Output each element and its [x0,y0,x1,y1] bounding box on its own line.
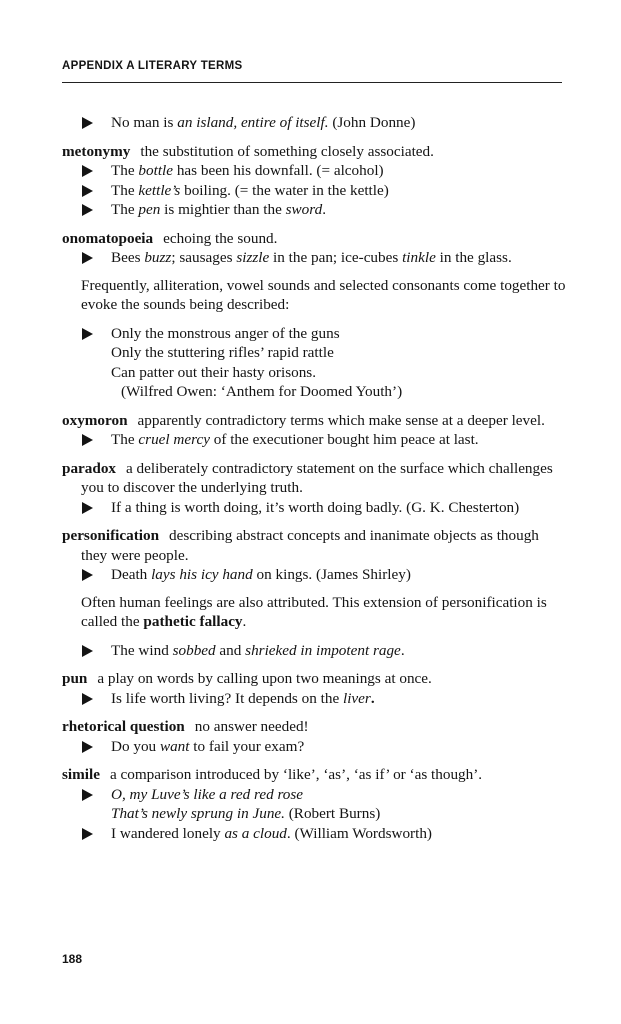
example-line [62,785,567,805]
example-line [62,248,567,268]
entry-personification [62,526,567,660]
note-text: . [242,613,247,630]
term-heading: oxymoron [62,411,128,429]
example-text: and [215,641,246,659]
example-emphasis: sword [285,201,323,218]
example-text: The [111,181,139,199]
term-heading: onomatopoeia [62,229,154,247]
term-heading: rhetorical question [62,718,185,735]
term-heading: metonymy [62,142,131,160]
entry-rhetorical-question [62,717,567,756]
bullet-triangle-icon [82,789,93,801]
poem-attribution: (Wilfred Owen: ‘Anthem for Doomed Youth’) [121,383,403,400]
example-text: . [400,641,405,659]
poem-line: Can patter out their hasty orisons. [111,363,316,381]
example-text: (Robert Burns) [284,805,381,822]
bullet-triangle-icon [82,165,93,177]
definition [62,717,567,737]
example-text: in the glass. [435,249,512,266]
example-line [62,824,567,844]
note-term: pathetic fallacy [143,613,243,630]
example-emphasis: as a cloud [224,824,287,842]
example-text: Do you [111,737,160,755]
definition-text: describing abstract concepts and inanimate objects as though they were people. [81,527,539,564]
example-text: Death [111,566,152,583]
definition-text: a comparison introduced by ‘like’, ‘as’, ‘as if’ or ‘as though’. [109,766,483,783]
term-heading: personification [62,527,160,544]
bullet-triangle-icon [82,185,93,197]
example-line [62,804,567,824]
entry-onomatopoeia [62,229,567,402]
term-heading: simile [62,766,100,783]
bullet-triangle-icon [82,741,93,753]
example-line [62,181,567,201]
example-emphasis: sizzle [236,249,270,266]
definition [62,459,567,498]
definition-text: echoing the sound. [163,229,278,247]
example-text: on kings. (James Shirley) [252,566,411,583]
running-header: APPENDIX A LITERARY TERMS [62,60,243,72]
poem-line [62,324,567,344]
bullet-triangle-icon [82,117,93,129]
example-line [62,498,567,518]
term-heading: pun [62,670,88,687]
entry-pun [62,669,567,708]
example-emphasis: buzz [144,249,172,266]
example-emphasis: That’s newly sprung in June. [111,805,285,822]
example-line [62,737,567,757]
entry-metonymy [62,142,567,220]
page-body [62,113,567,852]
example-text: The wind [111,641,173,659]
example-text: is mightier than the [160,201,286,218]
note-text: Often human feelings are also attributed. This extension of personification is called the [81,593,547,630]
example-line [62,565,567,585]
definition [62,765,567,785]
definition-text: a deliberately contradictory statement on the surface which challenges you to discover the underlying truth. [81,459,553,496]
example-text: has been his downfall. (= alcohol) [173,162,384,179]
bullet-triangle-icon [82,434,93,446]
example-line [62,689,567,709]
example-text: boiling. (= the water in the kettle) [180,181,389,199]
entry-simile [62,765,567,843]
example-emphasis: shrieked in impotent rage [245,641,401,659]
example-emphasis: liver [342,689,371,707]
bullet-triangle-icon [82,645,93,657]
definition [62,142,567,162]
bullet-triangle-icon [82,693,93,705]
definition-text: no answer needed! [194,718,309,735]
bullet-triangle-icon [82,569,93,581]
example-text: Is life worth living? It depends on the [111,689,343,707]
explanatory-note: Frequently, alliteration, vowel sounds and selected consonants come together to evoke the sounds being described: [81,276,566,313]
example-emphasis: pen [138,201,161,218]
example-text: ; sausages [171,249,237,266]
explanatory-note [62,593,567,632]
example-emphasis: lays his icy hand [151,566,253,583]
example-text: . [322,201,327,218]
term-heading: paradox [62,459,117,477]
poem-text: Only the monstrous anger of the guns [111,324,340,342]
example-emphasis: bottle [138,162,174,179]
entry-paradox [62,459,567,518]
definition [62,411,567,431]
example-text: I wandered lonely [111,824,225,842]
example-line [62,430,567,450]
bullet-triangle-icon [82,502,93,514]
example-emphasis: tinkle [402,249,436,266]
example-text: of the executioner bought him peace at last. [209,431,479,448]
example-line [62,641,567,661]
example-text: No man is [111,114,178,131]
example-emphasis: want [159,737,190,755]
example-emphasis: sobbed [172,641,216,659]
example-emphasis: O, my Luve’s like a red red rose [111,785,304,803]
page-number: 188 [62,952,83,966]
example-text: Bees [111,249,145,266]
definition [62,526,567,565]
example-line [62,200,567,220]
poem-line: Only the stuttering rifles’ rapid rattle [111,344,334,361]
bullet-triangle-icon [82,252,93,264]
entry-oxymoron [62,411,567,450]
example-emphasis: cruel mercy [138,431,210,448]
example-text: (John Donne) [328,114,416,131]
example-emphasis: kettle’s [138,181,181,199]
definition-text: apparently contradictory terms which make sense at a deeper level. [137,411,545,429]
top-example-block [62,113,567,133]
example-text: . (William Wordsworth) [286,824,432,842]
definition-text: the substitution of something closely associated. [140,142,434,160]
example-text: The [111,431,139,448]
definition-text: a play on words by calling upon two meanings at once. [97,670,432,687]
example-line [62,113,567,133]
bullet-triangle-icon [82,828,93,840]
example-text: The [111,162,139,179]
example-text: . [370,689,375,707]
example-line [62,161,567,181]
example-text: to fail your exam? [189,737,305,755]
definition [62,669,567,689]
definition [62,229,567,249]
header-rule [62,82,562,83]
bullet-triangle-icon [82,328,93,340]
example-text: in the pan; ice-cubes [269,249,403,266]
example-emphasis: an island, entire of itself. [177,114,329,131]
bullet-triangle-icon [82,204,93,216]
example-text: The [111,201,139,218]
example-text: If a thing is worth doing, it’s worth doing badly. (G. K. Chesterton) [111,498,520,516]
